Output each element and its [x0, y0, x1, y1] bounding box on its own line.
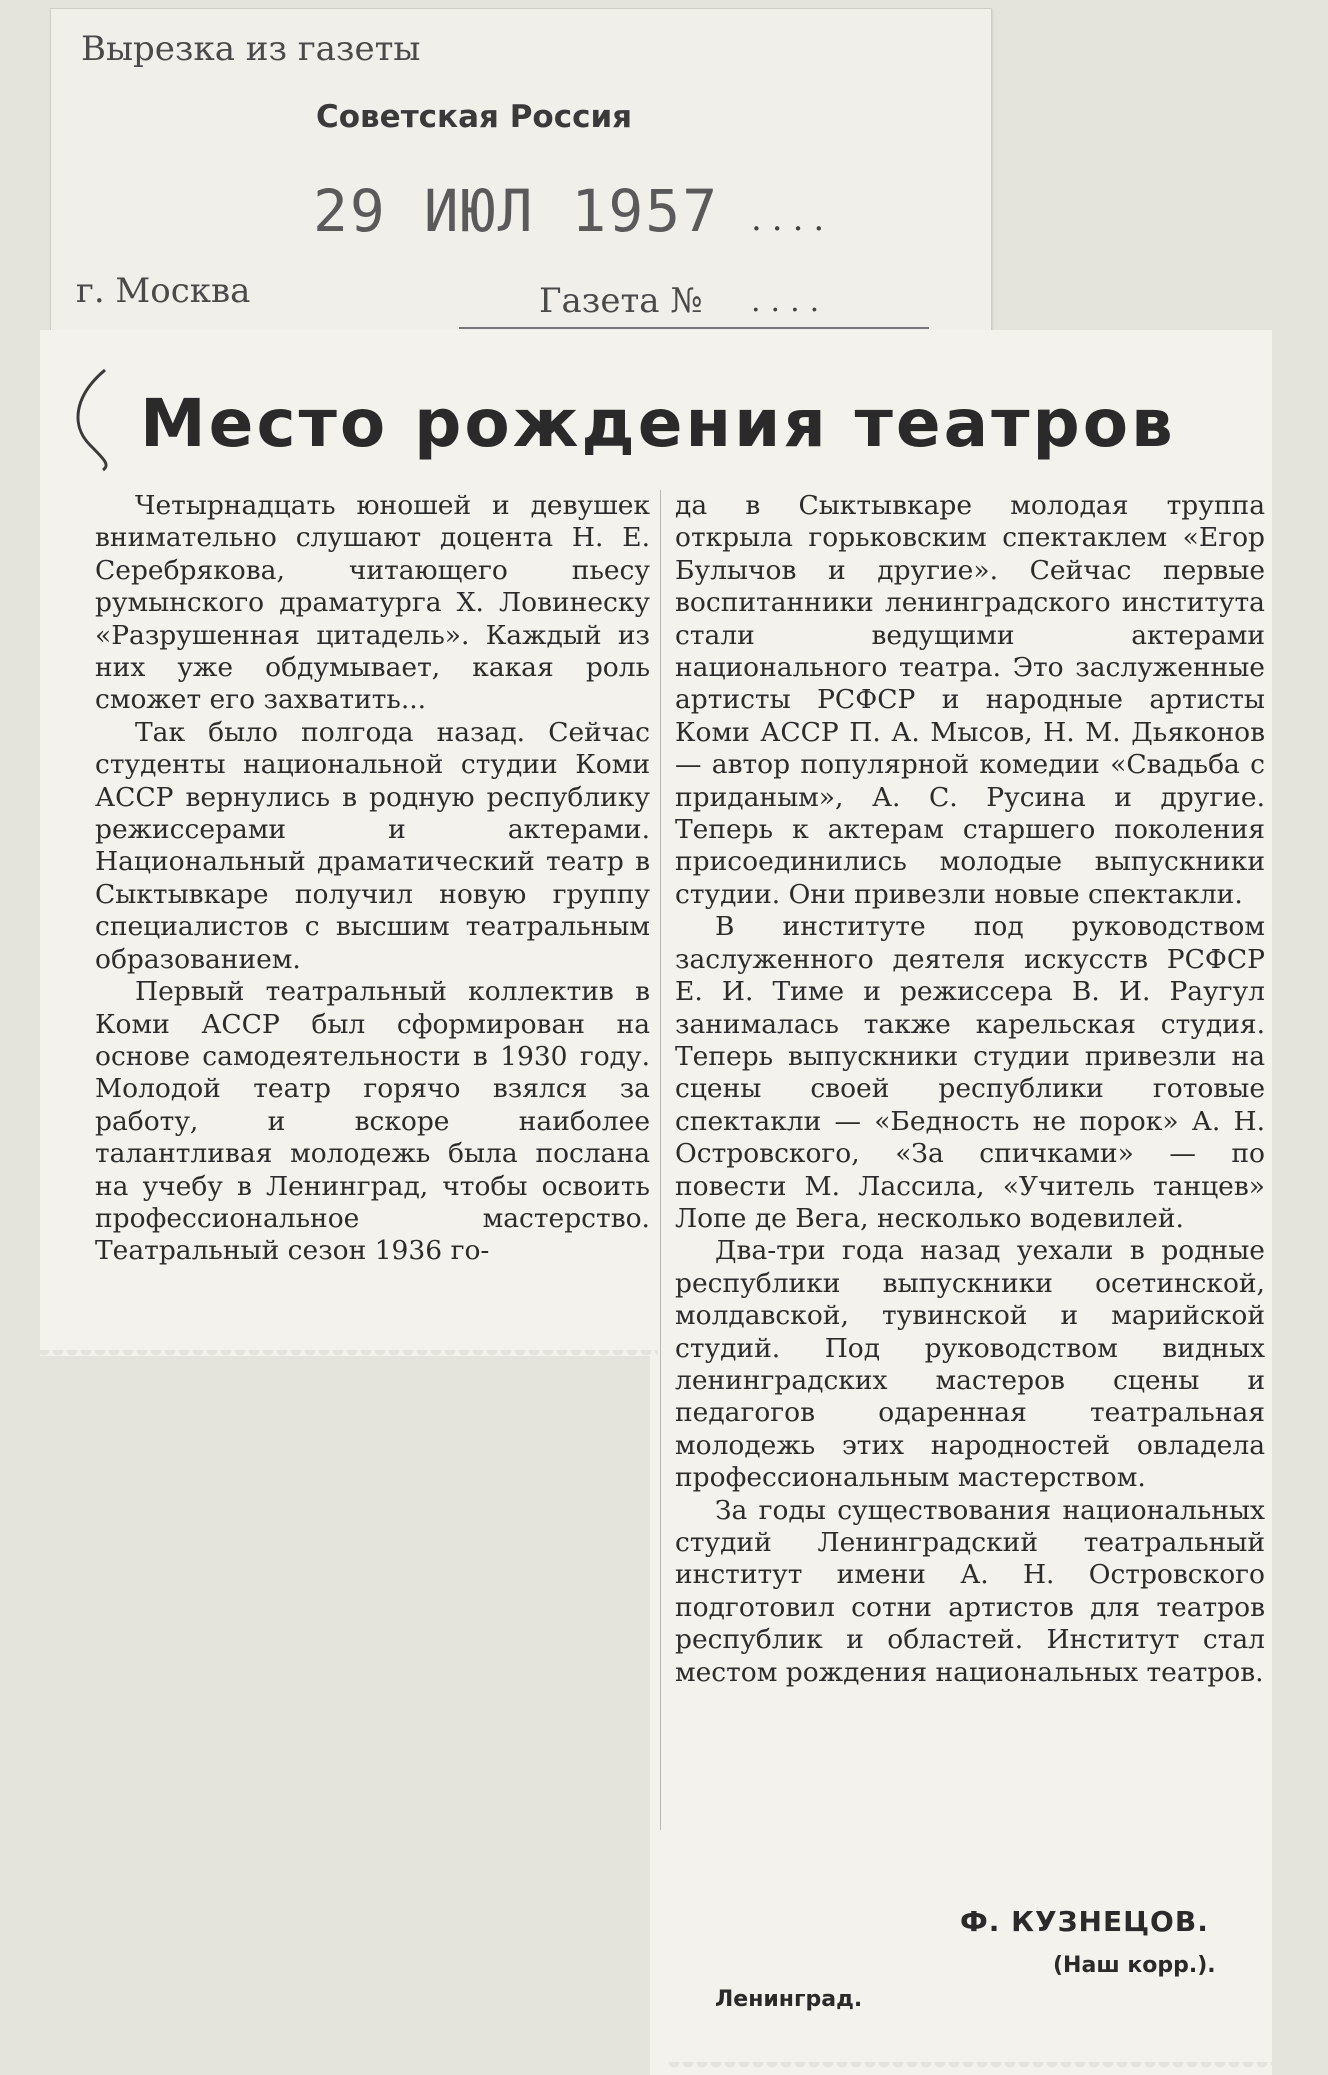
paragraph: Два-три года назад уехали в родные республики выпускники осетинской, молдавской, тувинской и марийской студий. Под руководством видных ленинградских мастеров сцены и педагогов одаренная театральная молодежь этих народностей овладела профессиональным мастерством.: [675, 1235, 1265, 1494]
paragraph: Первый театральный коллектив в Коми АССР был сформирован на основе самодеятельности в 1930 году. Молодой театр горячо взялся за работу, и вскоре наиболее талантливая молодежь была послана на учебу в Ленинград, чтобы освоить профессиональное мастерство. Театральный сезон 1936 го-: [95, 976, 650, 1267]
paragraph: Так было полгода назад. Сейчас студенты национальной студии Коми АССР вернулись в родную республику режиссерами и актерами. Национальный драматический театр в Сыктывкаре получил новую группу специалистов с высшим театральным образованием.: [95, 716, 650, 975]
author-role: (Наш корр.).: [1053, 1953, 1216, 1978]
paragraph: В институте под руководством заслуженного деятеля искусств РСФСР Е. И. Тиме и режиссера В. И. Раугул занималась также карельская студия. Теперь выпускники студии привезли на сцены своей республики готовые спектакли — «Бедность не порок» А. Н. Островского, «За спичками» — по повести М. Лассила, «Учитель танцев» Лопе де Вега, несколько водевилей.: [675, 911, 1265, 1234]
clipping-header-card: [50, 8, 992, 340]
column-divider: [660, 490, 661, 1830]
article-column-2: [675, 490, 1265, 1689]
paragraph: да в Сыктывкаре молодая труппа открыла горьковским спектаклем «Егор Булычов и другие». Сейчас первые воспитанники ленинградского института стали ведущими актерами национального театра. Это заслуженные артисты РСФСР и народные артисты Коми АССР П. А. Мысов, Н. М. Дьяконов — автор популярной комедии «Свадьба с приданым», А. С. Русина и другие. Теперь к актерам старшего поколения присоединились молодые выпускники студии. Они привезли новые спектакли.: [675, 490, 1265, 910]
pencil-mark-icon: [65, 365, 125, 475]
date-stamp: 29 ИЮЛ 1957: [313, 177, 720, 245]
city-label: г. Москва: [76, 271, 251, 311]
torn-edge-left: [38, 1350, 658, 1362]
issue-label: Газета №: [539, 281, 703, 321]
author-signature: Ф. КУЗНЕЦОВ.: [960, 1905, 1209, 1938]
torn-edge-right: [668, 2062, 1272, 2074]
paragraph: Четырнадцать юношей и девушек внимательно слушают доцента Н. Е. Серебрякова, читающего пьесу румынского драматурга Х. Ловинеску «Разрушенная цитадель». Каждый из них уже обдумывает, какая роль сможет его захватить...: [95, 490, 650, 716]
paragraph: За годы существования национальных студий Ленинградский театральный институт имени А. Н. Островского подготовил сотни артистов для театров республик и областей. Институт стал местом рождения национальных театров.: [675, 1494, 1265, 1688]
dateline-place: Ленинград.: [715, 1987, 863, 2012]
article-column-1: [95, 490, 650, 1268]
issue-dots: ....: [751, 284, 830, 319]
article-headline: Место рождения театров: [140, 385, 1176, 462]
date-dots: ....: [751, 199, 835, 239]
newspaper-name: Советская Россия: [316, 99, 633, 135]
header-rule: [459, 327, 929, 329]
clipping-label: Вырезка из газеты: [81, 29, 421, 69]
